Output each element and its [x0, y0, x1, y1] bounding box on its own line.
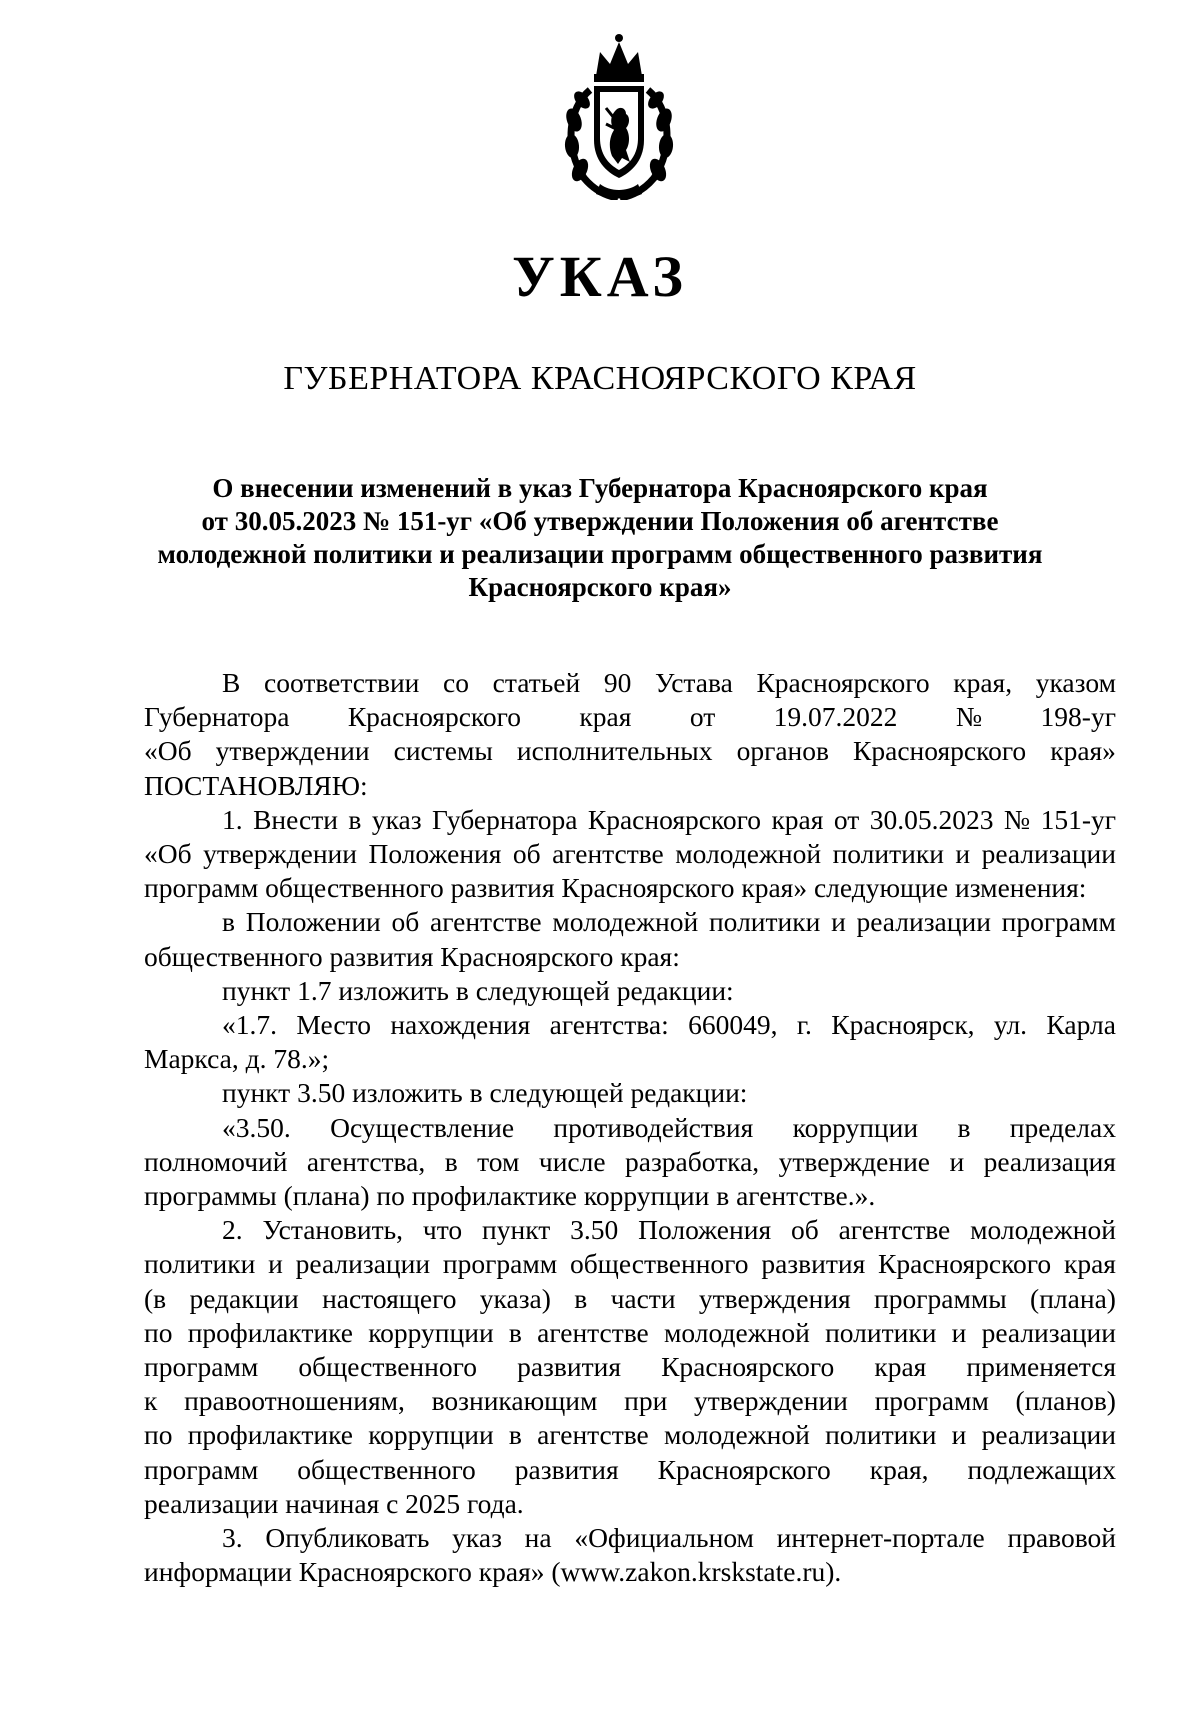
word: указ	[371, 803, 422, 835]
word: края	[874, 1351, 927, 1383]
paragraph-line	[144, 666, 1116, 700]
paragraph-line	[144, 1521, 1116, 1555]
word: (планов)	[1015, 1385, 1116, 1417]
word: при	[624, 1385, 668, 1417]
word: Красноярского	[657, 1453, 831, 1485]
word: реализации	[981, 1419, 1116, 1451]
word: Устава	[655, 667, 733, 698]
word: края	[771, 803, 824, 835]
word: (плана)	[1030, 1282, 1116, 1314]
word: Красноярского	[756, 667, 930, 698]
word: развития	[761, 1248, 866, 1280]
word: от	[833, 803, 860, 835]
word: 3.50	[570, 1214, 619, 1246]
word: 1.	[222, 803, 243, 835]
paragraph-line: реализации начиная с 2025 года.	[144, 1487, 524, 1519]
paragraph-line	[144, 1350, 1116, 1384]
word: программ	[1001, 906, 1116, 938]
word: Красноярского	[853, 735, 1027, 767]
word: утверждение	[778, 1145, 931, 1177]
word: и	[955, 838, 971, 870]
word: в	[444, 1145, 458, 1177]
word: исполнительных	[516, 735, 713, 767]
word: края	[1063, 1248, 1116, 1280]
paragraph-line: программ общественного развития Красноярского края» следующие изменения:	[144, 872, 1087, 904]
word: Красноярск,	[831, 1009, 975, 1041]
paragraph-line	[144, 1008, 1116, 1042]
word: 90	[603, 667, 632, 698]
word: возникающим	[431, 1385, 598, 1417]
word: №	[955, 701, 983, 733]
word: коррупции	[368, 1419, 494, 1451]
word: (в	[144, 1282, 167, 1314]
word: от	[689, 701, 716, 733]
word: указа)	[479, 1282, 551, 1314]
word: Место	[296, 1009, 371, 1041]
word: общественного	[297, 1453, 476, 1485]
word: реализация	[983, 1145, 1116, 1177]
word: числе	[538, 1145, 606, 1177]
word: программ	[442, 1248, 558, 1280]
paragraph-line	[144, 1384, 1116, 1418]
paragraph-line	[144, 905, 1116, 939]
paragraph-line	[144, 1316, 1116, 1350]
word: на	[524, 1522, 552, 1554]
word: пределах	[1009, 1111, 1116, 1143]
word: «1.7.	[222, 1009, 277, 1041]
coat-of-arms-emblem	[560, 28, 678, 200]
word: Красноярского	[587, 803, 761, 835]
paragraph-line	[144, 803, 1116, 837]
word: по	[144, 1419, 173, 1451]
word: №	[1003, 803, 1031, 835]
word: в	[348, 803, 362, 835]
word: утверждения	[698, 1282, 851, 1314]
word: соответствии	[264, 667, 420, 698]
word: молодежной	[675, 838, 822, 870]
word: по	[144, 1316, 173, 1348]
paragraph-line: Маркса, д. 78.»;	[144, 1043, 330, 1075]
paragraph-line	[144, 1213, 1116, 1247]
paragraph-line: общественного развития Красноярского края:	[144, 940, 680, 972]
title-line: О внесении изменений в указ Губернатора Красноярского края	[212, 473, 988, 503]
paragraph-line: пункт 1.7 изложить в следующей редакции:	[222, 974, 734, 1006]
word: Губернатора	[144, 701, 290, 733]
coat-of-arms-icon	[560, 28, 678, 200]
word: в	[574, 1282, 588, 1314]
word: полномочий	[144, 1145, 288, 1177]
word: В	[222, 667, 241, 698]
word: со	[443, 667, 470, 698]
word: политики	[144, 1248, 256, 1280]
word: агентстве	[552, 838, 664, 870]
word: профилактике	[187, 1419, 353, 1451]
word: и	[831, 906, 846, 938]
word: статьей	[492, 667, 581, 698]
paragraph-line	[144, 734, 1116, 768]
word: политики	[832, 838, 944, 870]
word: агентства,	[306, 1145, 426, 1177]
word: Положении	[245, 906, 381, 938]
word: молодежной	[663, 1316, 810, 1348]
word: указом	[1035, 667, 1116, 698]
word: пункт	[482, 1214, 551, 1246]
decree-heading: УКАЗ	[512, 244, 688, 309]
word: Осуществление	[330, 1111, 515, 1143]
word: Положения	[638, 1214, 772, 1246]
word: 2.	[222, 1214, 243, 1246]
word: и	[951, 1419, 967, 1451]
word: Положения	[368, 838, 502, 870]
word: Красноярского	[878, 1248, 1052, 1280]
word: политики	[708, 906, 821, 938]
word: развития	[514, 1453, 619, 1485]
word: указ	[452, 1522, 502, 1554]
word: том	[477, 1145, 520, 1177]
paragraph-line	[144, 1111, 1116, 1145]
word: правовой	[1007, 1522, 1116, 1554]
word: реализации	[856, 906, 991, 938]
paragraph-line: информации Красноярского края» (www.zakon.krskstate.ru).	[144, 1556, 842, 1588]
word: к	[144, 1385, 158, 1417]
word: утверждении	[203, 838, 357, 870]
word: края»	[1050, 735, 1116, 767]
word: в	[508, 1316, 522, 1348]
word: края,	[869, 1453, 929, 1485]
title-line: от 30.05.2023 № 151-уг «Об утверждении Положения об агентстве	[201, 506, 999, 536]
decree-issuer: ГУБЕРНАТОРА КРАСНОЯРСКОГО КРАЯ	[283, 360, 917, 397]
word: «Об	[144, 735, 192, 767]
word: настоящего	[322, 1282, 457, 1314]
word: разработка,	[624, 1145, 760, 1177]
word: общественного	[569, 1248, 749, 1280]
word: в	[222, 906, 235, 938]
word: противодействия	[553, 1111, 754, 1143]
word: программ	[874, 1385, 989, 1417]
word: Красноярского	[661, 1351, 835, 1383]
word: коррупции	[368, 1316, 494, 1348]
paragraph-line: программы (плана) по профилактике коррупции в агентстве.».	[144, 1180, 876, 1212]
word: об	[391, 906, 420, 938]
word: Внести	[253, 803, 338, 835]
word: утверждении	[694, 1385, 848, 1417]
word: края	[579, 701, 632, 733]
paragraph-line	[144, 1145, 1116, 1179]
word: об	[790, 1214, 819, 1246]
word: программы	[874, 1282, 1007, 1314]
word: органов	[736, 735, 829, 767]
word: Карла	[1046, 1009, 1116, 1041]
word: 660049,	[688, 1009, 778, 1041]
word: 198-уг	[1040, 701, 1116, 733]
word: «Об	[144, 838, 192, 870]
word: агентства:	[549, 1009, 669, 1041]
word: реализации	[981, 838, 1116, 870]
word: и	[951, 1316, 967, 1348]
word: в	[957, 1111, 971, 1143]
word: коррупции	[792, 1111, 919, 1143]
word: 151-уг	[1040, 803, 1116, 835]
word: агентстве	[537, 1419, 649, 1451]
word: нахождения	[390, 1009, 531, 1041]
word: г.	[796, 1009, 812, 1041]
paragraph-line	[144, 1247, 1116, 1281]
word: развития	[517, 1351, 621, 1383]
decree-title	[150, 472, 1050, 604]
word: и	[268, 1248, 283, 1280]
word: политики	[825, 1316, 937, 1348]
word: правоотношениям,	[184, 1385, 405, 1417]
word: края,	[953, 667, 1013, 698]
word: агентстве	[537, 1316, 649, 1348]
paragraph-line: пункт 3.50 изложить в следующей редакции:	[222, 1077, 748, 1109]
word: профилактике	[187, 1316, 353, 1348]
word: политики	[825, 1419, 937, 1451]
word: молодежной	[663, 1419, 810, 1451]
word: в	[508, 1419, 522, 1451]
word: 3.	[222, 1522, 243, 1554]
paragraph-line	[144, 700, 1116, 734]
word: утверждении	[215, 735, 370, 767]
word: подлежащих	[967, 1453, 1116, 1485]
word: реализации	[295, 1248, 431, 1280]
word: системы	[393, 735, 493, 767]
word: агентстве	[838, 1214, 951, 1246]
word: «3.50.	[222, 1111, 291, 1143]
word: «Официальном	[574, 1522, 754, 1554]
word: Установить,	[262, 1214, 404, 1246]
word: агентстве	[429, 906, 542, 938]
title-line: молодежной политики и реализации программ общественного развития	[157, 539, 1043, 569]
word: Красноярского	[347, 701, 521, 733]
word: и	[949, 1145, 965, 1177]
word: 30.05.2023	[869, 803, 994, 835]
title-line: Красноярского края»	[468, 572, 732, 602]
paragraph-line	[144, 1418, 1116, 1452]
paragraph-line	[144, 837, 1116, 871]
word: программ	[144, 1453, 259, 1485]
paragraph-line	[144, 1282, 1116, 1316]
word: 19.07.2022	[773, 701, 898, 733]
word: молодежной	[552, 906, 699, 938]
word: редакции	[189, 1282, 299, 1314]
word: молодежной	[970, 1214, 1116, 1246]
word: программ	[144, 1351, 259, 1383]
word: Губернатора	[432, 803, 578, 835]
word: части	[610, 1282, 676, 1314]
word: общественного	[298, 1351, 477, 1383]
word: реализации	[981, 1316, 1116, 1348]
word: Опубликовать	[265, 1522, 430, 1554]
word: интернет-портале	[776, 1522, 985, 1554]
word: что	[422, 1214, 463, 1246]
word: применяется	[966, 1351, 1116, 1383]
word: об	[512, 838, 541, 870]
paragraph-line: ПОСТАНОВЛЯЮ:	[144, 769, 368, 801]
decree-body	[144, 666, 1116, 1589]
paragraph-line	[144, 1453, 1116, 1487]
word: ул.	[993, 1009, 1028, 1041]
